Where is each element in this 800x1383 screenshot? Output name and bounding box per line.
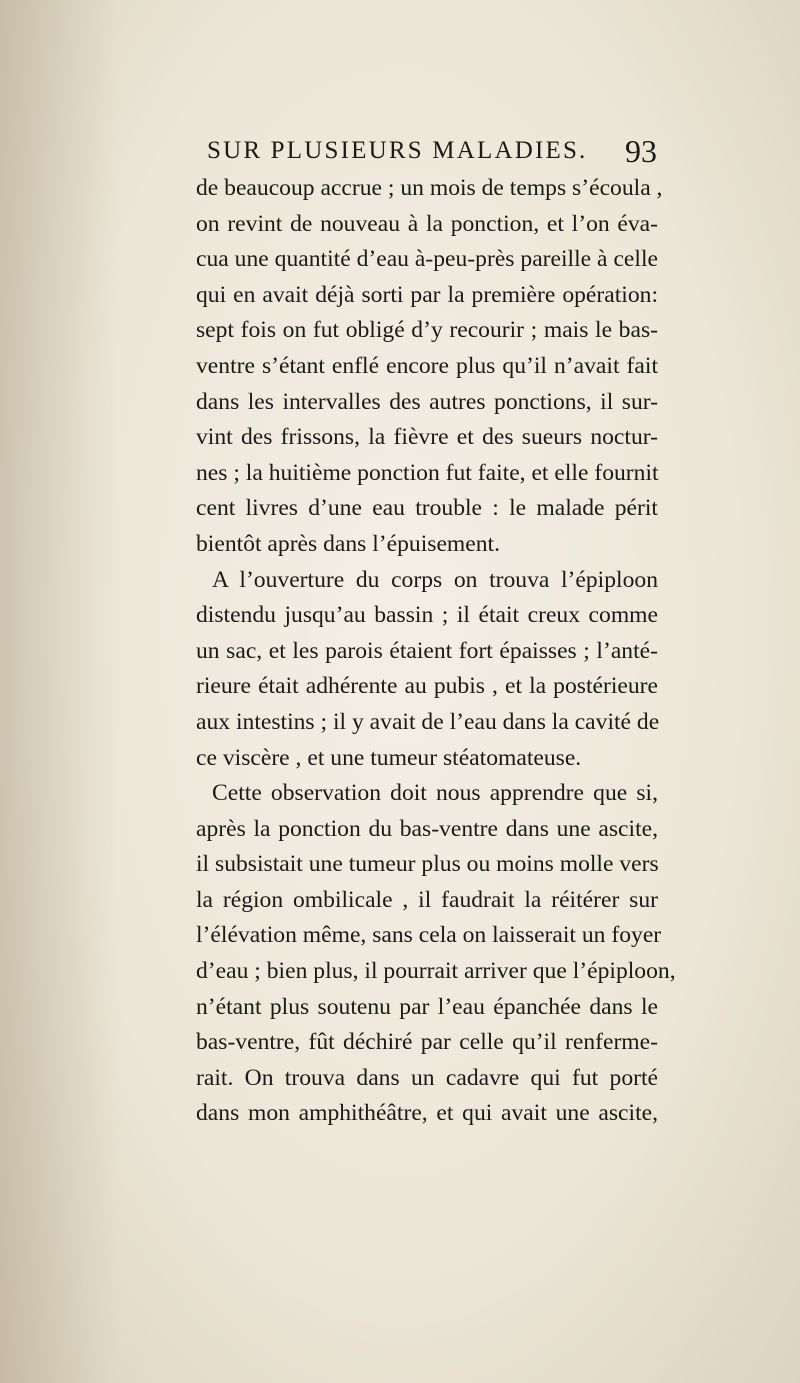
page-number: 93 (625, 133, 657, 169)
text-line: de beaucoup accrue ; un mois de temps s’écoula , (196, 175, 663, 201)
text-line: d’eau ; bien plus, il pourrait arriver que l’épiploon, (196, 958, 676, 985)
text-line: rait. On trouva dans un cadavre qui fut porté (196, 1064, 658, 1091)
text-line: ce viscère , et une tumeur stéatomateuse. (196, 744, 582, 771)
page-header (207, 133, 657, 173)
text-line: dans les intervalles des autres ponctions, il sur- (196, 388, 658, 415)
text-line: bientôt après dans l’épuisement. (196, 530, 501, 557)
running-head: SUR PLUSIEURS MALADIES. (207, 137, 588, 164)
text-line: on revint de nouveau à la ponction, et l’on éva- (196, 210, 658, 237)
text-line: nes ; la huitième ponction fut faite, et elle fournit (196, 459, 659, 486)
text-line: vint des frissons, la fièvre et des sueurs noctur- (196, 424, 658, 451)
text-line: la région ombilicale , il faudrait la réitérer sur (196, 886, 658, 913)
text-line: rieure était adhérente au pubis , et la postérieure (196, 673, 658, 700)
text-line: aux intestins ; il y avait de l’eau dans la cavité de (196, 708, 660, 735)
text-line: ventre s’étant enflé encore plus qu’il n’avait fait (196, 352, 658, 379)
text-line: qui en avait déjà sorti par la première opération: (196, 281, 658, 308)
text-line: sept fois on fut obligé d’y recourir ; mais le bas- (196, 317, 658, 344)
text-line: distendu jusqu’au bassin ; il était creux comme (196, 602, 658, 629)
text-line: A l’ouverture du corps on trouva l’épiploon (212, 566, 658, 593)
text-line: après la ponction du bas-ventre dans une ascite, (196, 815, 658, 842)
text-line: n’étant plus soutenu par l’eau épanchée dans le (196, 993, 658, 1020)
text-line: il subsistait une tumeur plus ou moins molle vers (196, 851, 659, 878)
text-line: un sac, et les parois étaient fort épaisses ; l’anté- (196, 637, 658, 664)
text-line: dans mon amphithéâtre, et qui avait une ascite, (196, 1100, 658, 1127)
text-line: l’élévation même, sans cela on laisserait un foyer (196, 922, 662, 949)
text-line: bas-ventre, fût déchiré par celle qu’il renferme- (196, 1029, 658, 1056)
text-line: Cette observation doit nous apprendre que si, (212, 780, 658, 807)
text-line: cent livres d’une eau trouble : le malade périt (196, 495, 658, 522)
body-text (196, 171, 676, 1132)
page-gutter-shadow (0, 0, 120, 1383)
text-line: cua une quantité d’eau à-peu-près pareille à celle (196, 246, 658, 273)
